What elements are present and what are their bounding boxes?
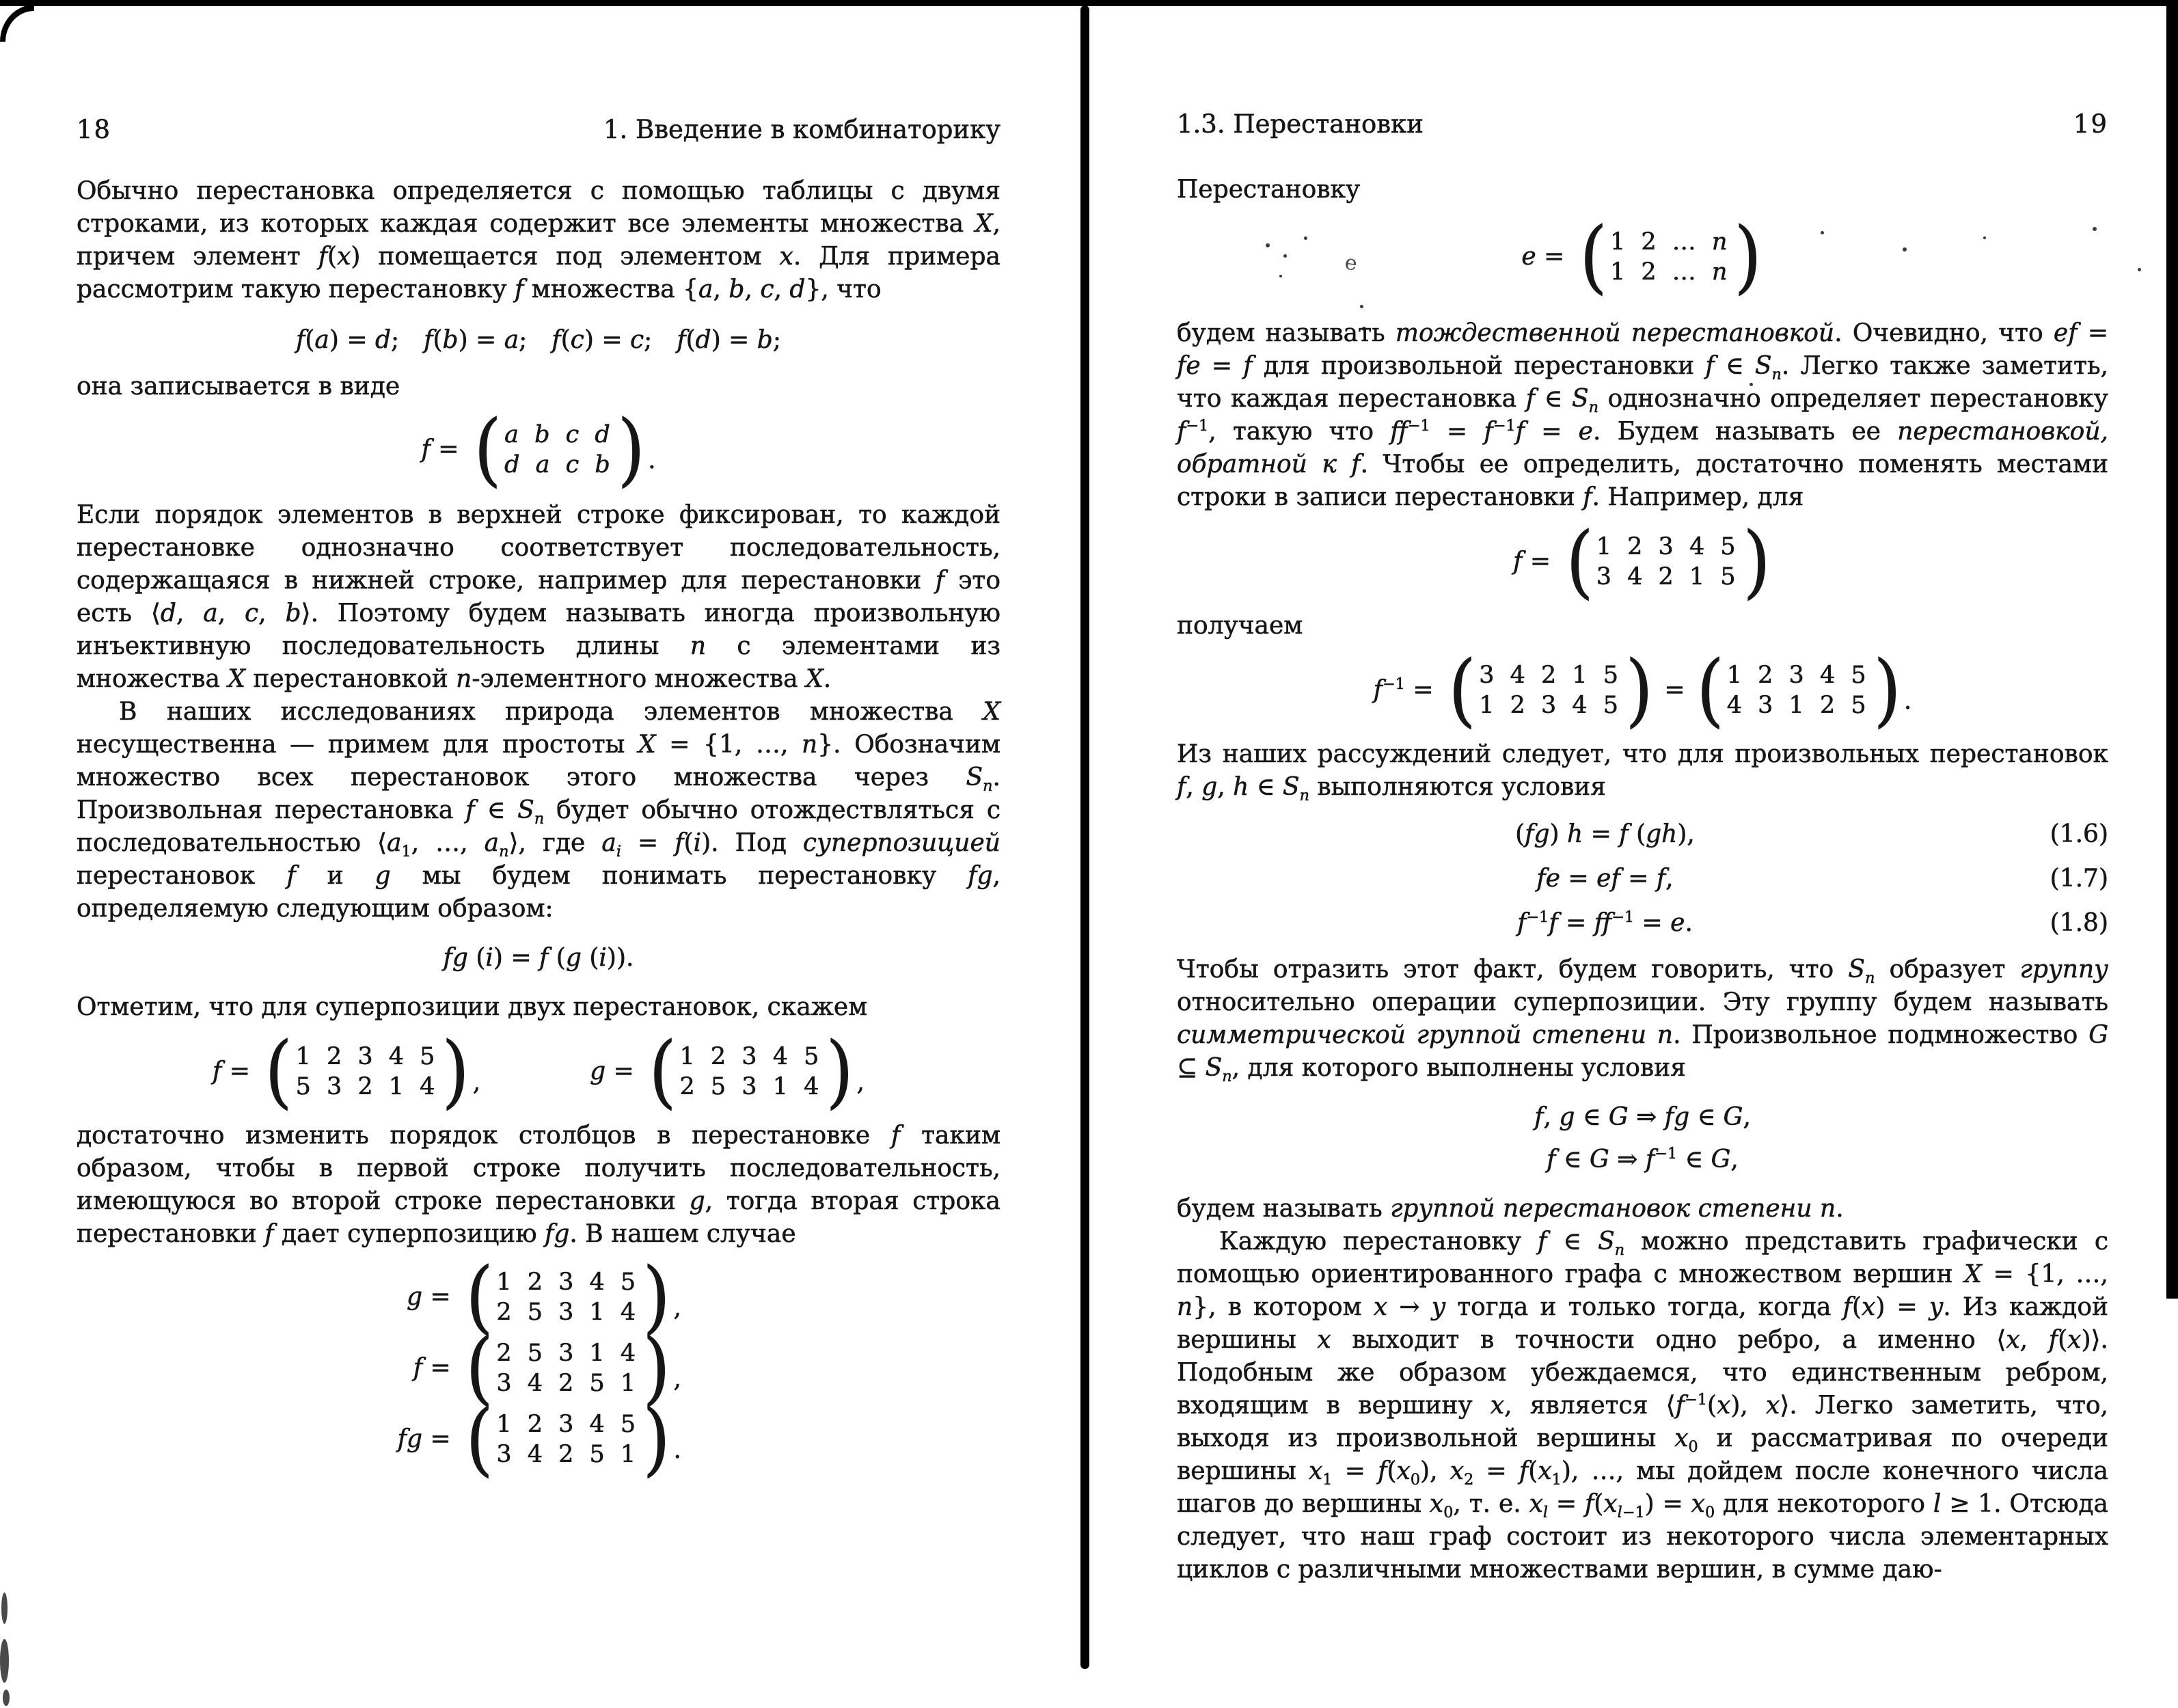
- scan-edge-right: [2166, 0, 2178, 1299]
- equation-matrix-fg: [77, 1393, 1000, 1485]
- paragraph: будем называть тождественной перестановкой. Очевидно, что ef = fe = f для произвольной перестановки f ∈ $S_n$. Легко также заметить, что каждая перестановка f ∈ $S_n$ однозначно определяет перестановку $f^{-1}$, такую что $ff^{-1} = f^{-1}f = e$. Будем называть ее перестановкой, обратной к f. Чтобы ее определить, достаточно поменять местами строки в записи перестановки f. Например, для: [1177, 319, 2109, 511]
- book-gutter-shadow: [1080, 5, 1089, 1669]
- equation-inverse-closure: f ∈ G ⇒ $f^{-1}$ ∈ G,: [1547, 1145, 1739, 1174]
- scan-smudge: [3, 1690, 10, 1706]
- paragraph: Обычно перестановка определяется с помощью таблицы с двумя строками, из которых каждая содержит все элементы множества X, причем элемент f(x) помещается под элементом x. Для примера рассмотрим такую перестановку f множества {a, b, c, d}, что: [77, 177, 1000, 303]
- paragraph: получаем: [1177, 612, 1303, 640]
- paragraph: Если порядок элементов в верхней строке фиксирован, то каждой перестановке однозначно соответствует последовательность, содержащаяся в нижней строке, например для перестановки f это есть ⟨d, a, c, b⟩. Поэтому будем называть иногда произвольную инъективную последовательность длины n с элементами из множества X перестановкой n-элементного множества X.: [77, 501, 1000, 693]
- permutation-matrix: f = ( 2 5 3 1 4 3 4 2 5 1 ) ,: [413, 1322, 681, 1414]
- equation-superposition: fg (i) = f (g (i)).: [443, 944, 634, 972]
- running-title: 1. Введение в комбинаторику: [603, 115, 1000, 144]
- equation-matrix-abcd: [77, 403, 1000, 496]
- page-number: 18: [77, 115, 112, 144]
- running-head-right: [1177, 109, 2108, 139]
- scan-edge-top: [0, 0, 2178, 6]
- scan-smudge: [0, 1639, 9, 1683]
- equation-matrix-g: [77, 1251, 1000, 1343]
- permutation-matrix: ( 1 2 3 4 5 4 3 1 2 5 ) .: [1696, 644, 1912, 736]
- permutation-matrix: fg = ( 1 2 3 4 5 3 4 2 5 1 ) .: [397, 1393, 681, 1485]
- equation-matrix-f: [1177, 515, 2108, 608]
- equation-inverse: [1177, 644, 2108, 736]
- scan-smudge: [1, 1592, 8, 1624]
- page-number: 19: [2073, 109, 2108, 139]
- numbered-equation-1-8: $f^{-1}f = ff^{-1} = e$. (1.8): [1517, 908, 2108, 937]
- permutation-matrix: f = ( 1 2 3 4 5 3 4 2 1 5 ): [1513, 515, 1771, 608]
- numbered-equation-1-6: (fg) h = f (gh), (1.6): [1515, 820, 2108, 848]
- permutation-matrix: e = ( 1 2 … n 1 2 … n ): [1521, 211, 1762, 303]
- paragraph: будем называть группой перестановок степени n.: [1177, 1195, 1844, 1223]
- permutation-matrix: f = ( a b c d d a c b ) .: [421, 403, 656, 496]
- permutation-matrix: f = ( 1 2 3 4 5 5 3 2 1 4 ) ,: [212, 1025, 481, 1117]
- equation-closure: f, g ∈ G ⇒ fg ∈ G,: [1534, 1103, 1751, 1131]
- page-18: [77, 115, 1000, 1485]
- equation-matrix-pair: [77, 1025, 1000, 1117]
- scan-corner-curve: [0, 5, 34, 42]
- equals-sign: =: [1664, 676, 1685, 704]
- page-19: [1177, 109, 2108, 1586]
- running-head-left: [77, 115, 1000, 145]
- numbered-equation-1-7: fe = ef = f, (1.7): [1536, 865, 2108, 893]
- paragraph: достаточно изменить порядок столбцов в перестановке f таким образом, чтобы в первой строке получить последовательность, имеющуюся во второй строке перестановки g, тогда вторая строка перестановки f дает суперпозицию fg. В нашем случае: [77, 1122, 1000, 1248]
- equation-identity: [1177, 211, 2108, 303]
- paragraph: Отметим, что для суперпозиции двух перестановок, скажем: [77, 993, 868, 1021]
- running-title: 1.3. Перестановки: [1177, 109, 1424, 139]
- paragraph: она записывается в виде: [77, 372, 400, 401]
- scan-noise-glyph: е: [1343, 250, 1363, 277]
- paragraph: В наших исследованиях природа элементов множества X несущественна — примем для простоты X = {1, …, n}. Обозначим множество всех перестановок этого множества через $S_n$. Произвольная перестановка f ∈ $S_n$ будет обычно отождествляться с последовательностью $⟨a_1$, …, $a_n⟩$, где $a_i = f(i)$. Под суперпозицией перестановок f и g мы будем понимать перестановку fg, определяемую следующим образом:: [77, 698, 1000, 923]
- equation-matrix-stack: [77, 1251, 1000, 1485]
- paragraph: Перестановку: [1177, 176, 1361, 204]
- equation-matrix-f: [77, 1322, 1000, 1414]
- paragraph: Чтобы отразить этот факт, будем говорить, что $S_n$ образует группу относительно операции суперпозиции. Эту группу будем называть симметрической группой степени n. Произвольное подмножество G ⊆ $S_n$, для которого выполнены условия: [1177, 955, 2109, 1086]
- paragraph: Из наших рассуждений следует, что для произвольных перестановок f, g, h ∈ $S_n$ выполняются условия: [1177, 740, 2108, 805]
- permutation-matrix: g = ( 1 2 3 4 5 2 5 3 1 4 ) ,: [590, 1025, 865, 1117]
- paragraph: Каждую перестановку f ∈ $S_n$ можно представить графически с помощью ориентированного графа с множеством вершин X = {1, …, n}, в котором x → y тогда и только тогда, когда f(x) = y. Из каждой вершины x выходит в точности одно ребро, а именно ⟨x, f(x)⟩. Подобным же образом убеждаемся, что единственным ребром, входящим в вершину x, является $⟨f^{-1}(x)$, x⟩. Легко заметить, что, выходя из произвольной вершины $x_0$ и рассматривая по очереди вершины $x_1 = f(x_0)$, $x_2 = f(x_1)$, …, мы дойдем после конечного числа шагов до вершины $x_0$, т. е. $x_l = f(x_{l-1}) = x_0$ для некоторого l ≥ 1. Отсюда следует, что наш граф состоит из некоторого числа элементарных циклов с различными множествами вершин, в сумме даю-: [1177, 1228, 2109, 1584]
- permutation-matrix: g = ( 1 2 3 4 5 2 5 3 1 4 ) ,: [406, 1251, 681, 1343]
- equation-values: f(a) = d; f(b) = a; f(c) = c; f(d) = b;: [296, 326, 781, 354]
- permutation-matrix: $f^{-1}$ = ( 3 4 2 1 5 1 2 3 4 5 ): [1373, 644, 1654, 736]
